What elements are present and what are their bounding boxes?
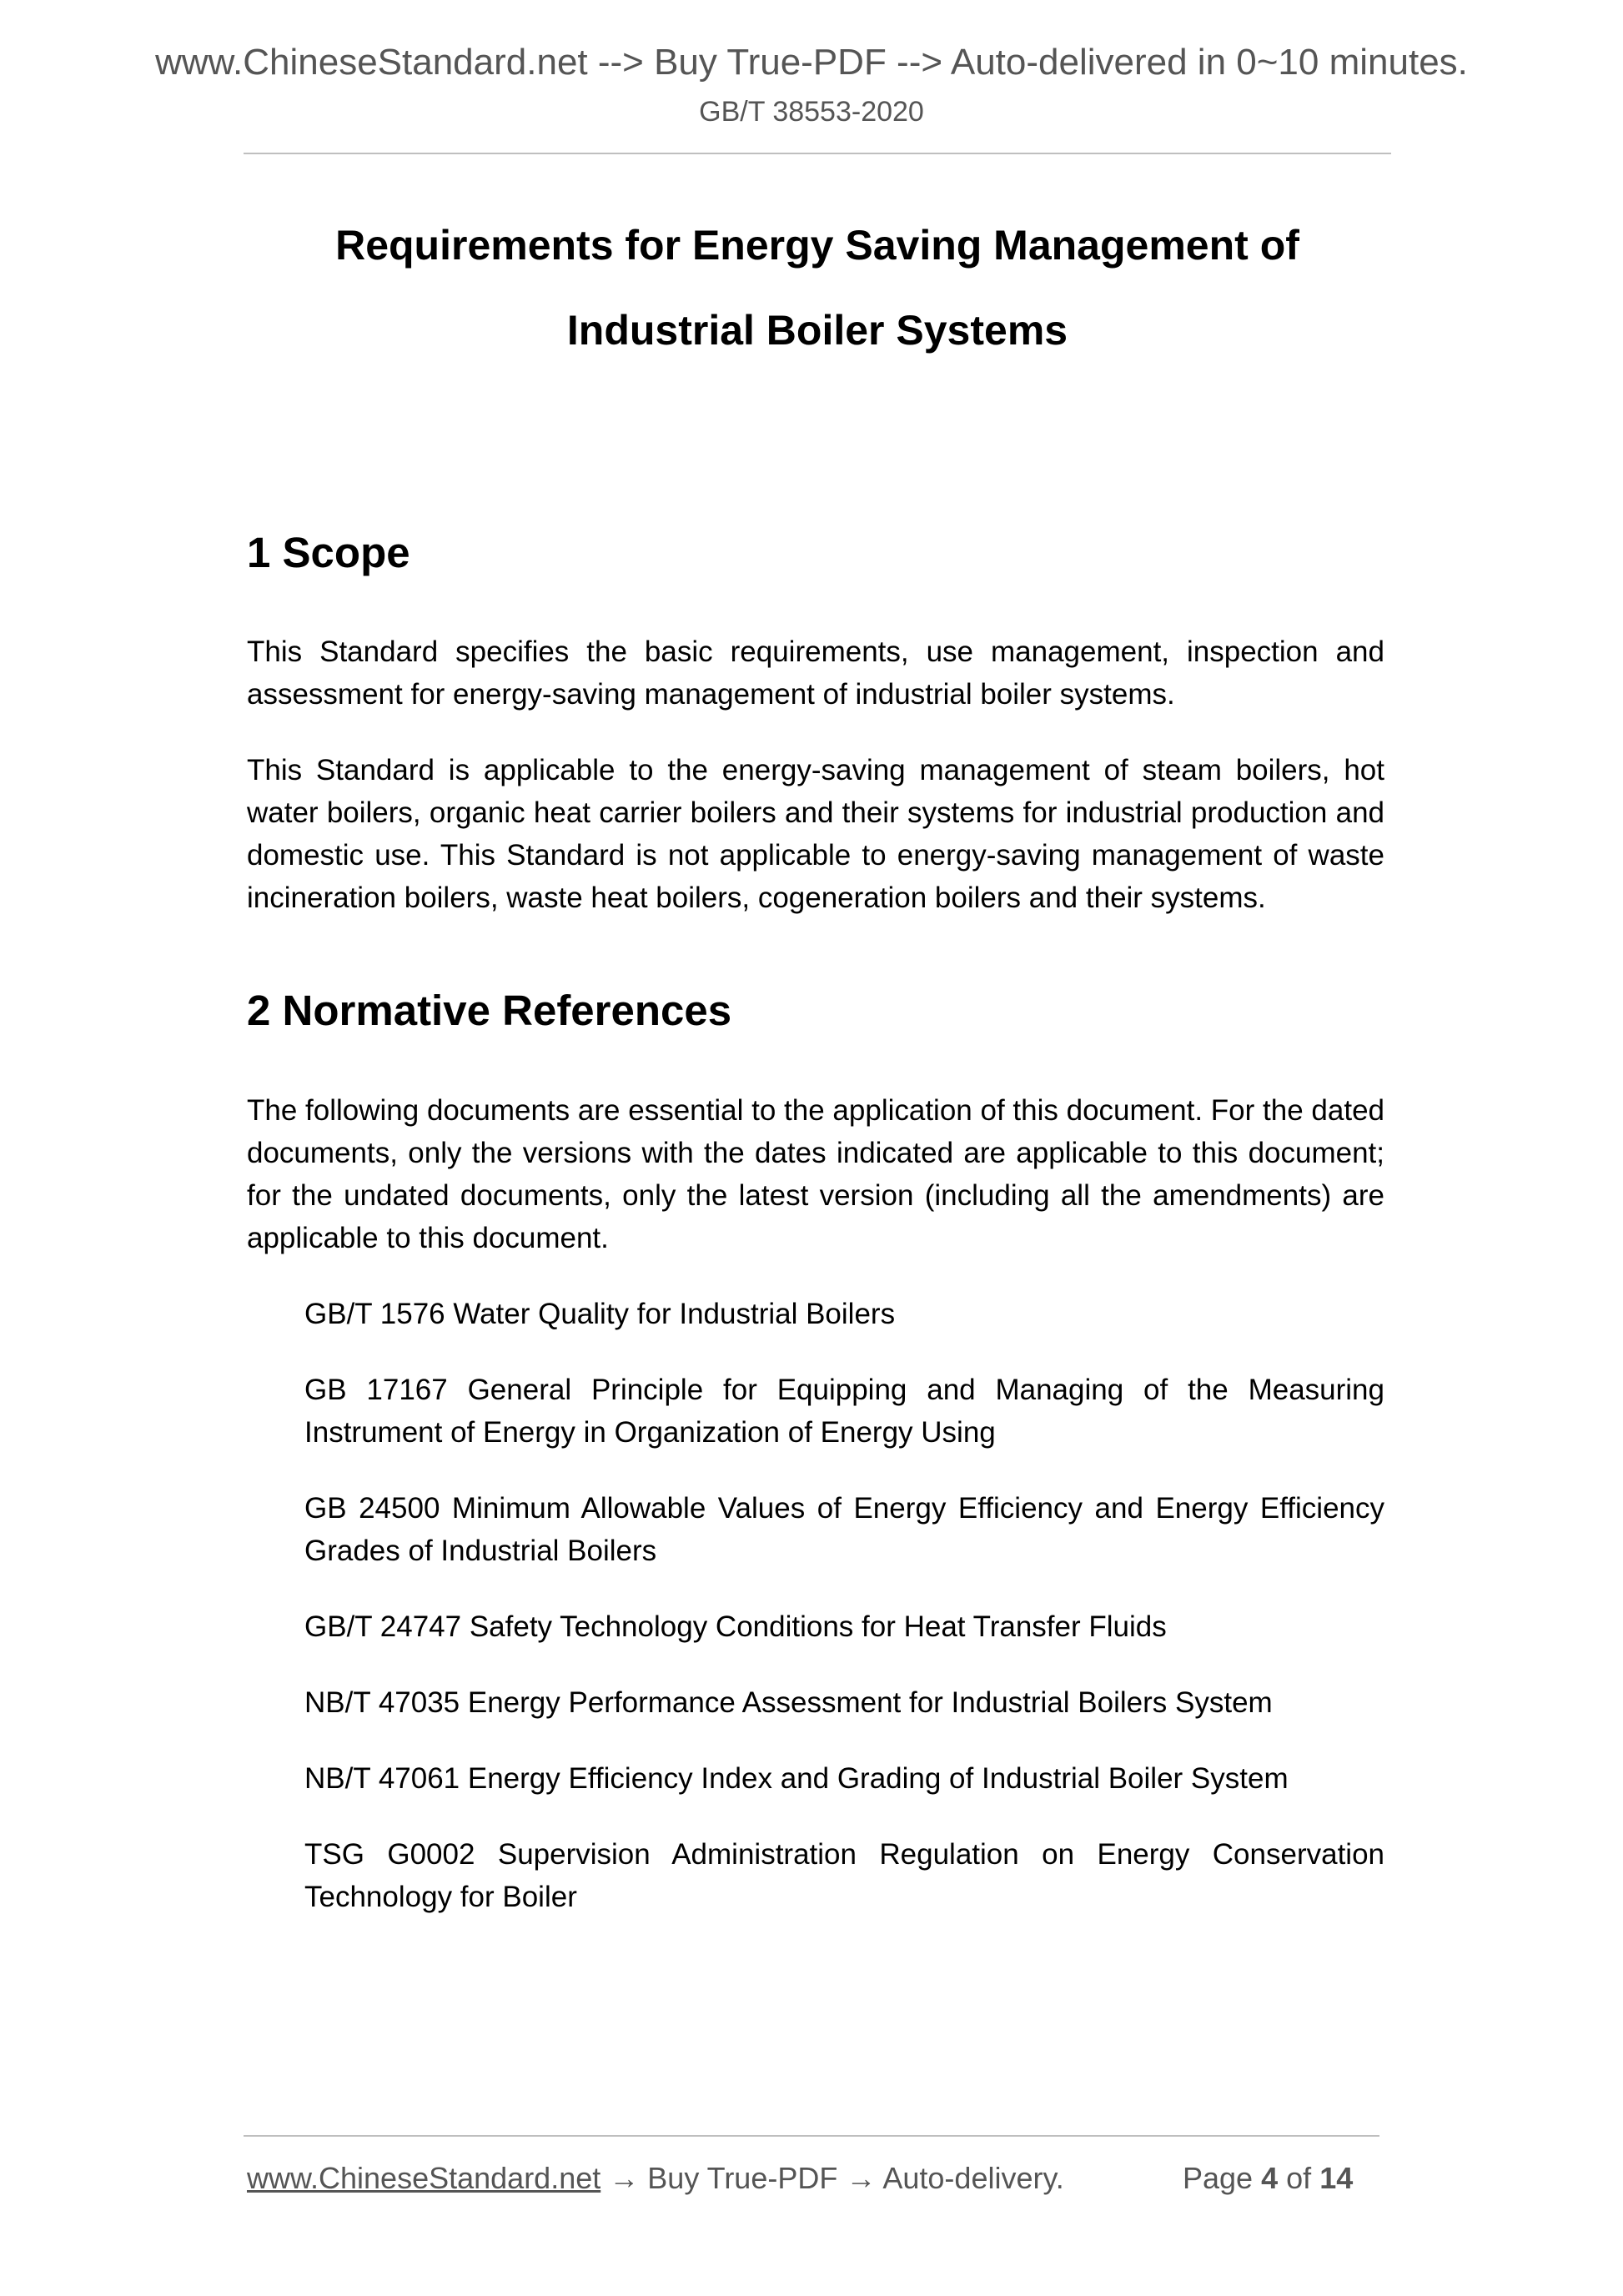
reference-item: GB 17167 General Principle for Equipping and Managing of the Measuring Instrument of Energy in Organization of Energy Using [304,1374,1384,1449]
page-total: 14 [1319,2161,1354,2195]
reference-item: TSG G0002 Supervision Administration Regulation on Energy Conservation Technology for Boiler [304,1838,1384,1913]
normative-references-intro: The following documents are essential to the application of this document. For the dated documents, only the versions with the dates indicated are applicable to this document; for the undated documents, only the latest version (including all the amendments) are applicable to this document. [247,1094,1384,1254]
arrow-right-icon: → [846,2161,877,2195]
page-current: 4 [1261,2161,1279,2195]
page-label: Page [1183,2161,1254,2195]
scope-paragraph: This Standard is applicable to the energy-saving management of steam boilers, hot water boilers, organic heat carrier boilers and their systems for industrial production and domestic use. This Standard is not applicable to energy-saving management of waste incineration boilers, waste heat boilers, cogeneration boilers and their systems. [247,754,1384,914]
reference-item: NB/T 47061 Energy Efficiency Index and Grading of Industrial Boiler System [304,1762,1289,1795]
reference-item: NB/T 47035 Energy Performance Assessment for Industrial Boilers System [304,1686,1273,1719]
header-doc-code: GB/T 38553-2020 [699,96,924,128]
document-title-line-1: Requirements for Energy Saving Management of [335,222,1299,269]
reference-item: GB/T 24747 Safety Technology Conditions for Heat Transfer Fluids [304,1610,1167,1643]
document-title-line-2: Industrial Boiler Systems [566,307,1068,354]
section-heading-normative-references: 2 Normative References [247,987,732,1034]
arrow-right-icon: → [609,2161,640,2195]
footer-delivery-text: Auto-delivery. [882,2161,1064,2195]
footer-divider [244,2135,1379,2137]
footer-promo [247,2161,1064,2196]
header-banner: www.ChineseStandard.net --> Buy True-PDF --> Auto-delivered in 0~10 minutes. [155,42,1468,83]
page-indicator [1183,2161,1353,2196]
scope-paragraph: This Standard specifies the basic requirements, use management, inspection and assessment for energy-saving management of industrial boiler systems. [247,636,1384,711]
page-of-label: of [1286,2161,1312,2195]
footer-buy-text: Buy True-PDF [647,2161,838,2195]
reference-item: GB/T 1576 Water Quality for Industrial Boilers [304,1298,896,1330]
footer-site-link[interactable]: www.ChineseStandard.net [247,2161,601,2195]
header-divider [244,153,1391,154]
reference-item: GB 24500 Minimum Allowable Values of Energy Efficiency and Energy Efficiency Grades of Industrial Boilers [304,1492,1384,1567]
section-heading-scope: 1 Scope [247,529,410,576]
